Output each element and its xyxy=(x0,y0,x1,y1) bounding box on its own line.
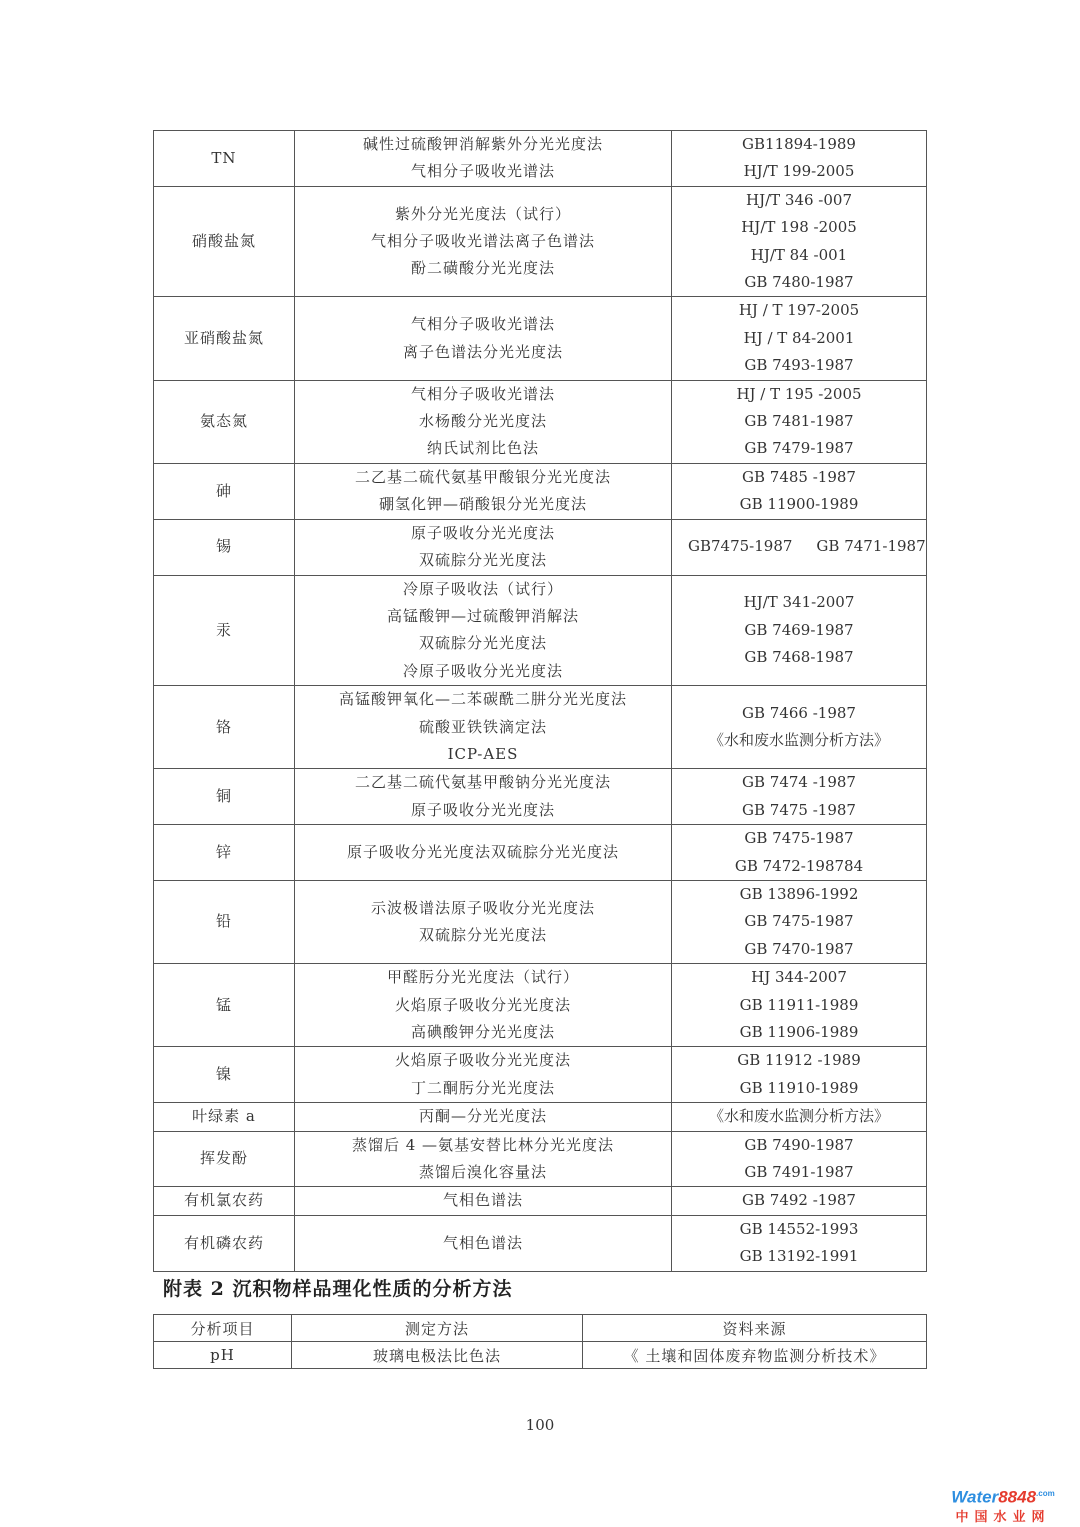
standard-code: GB 7475-1987 xyxy=(744,829,854,848)
cell-item: 铬 xyxy=(154,686,295,769)
table-row xyxy=(154,1187,927,1215)
cell-item: 叶绿素 a xyxy=(154,1103,295,1131)
cell-method xyxy=(295,825,672,881)
method-line: 纳氏试剂比色法 xyxy=(426,439,539,458)
cell-item: 挥发酚 xyxy=(154,1131,295,1187)
method-line: 示波极谱法原子吸收分光光度法 xyxy=(370,898,595,917)
cell-item: 铅 xyxy=(154,880,295,963)
cell-method xyxy=(295,575,672,686)
cell-standard xyxy=(672,297,927,380)
method-line: 二乙基二硫代氨基甲酸银分光光度法 xyxy=(354,467,611,486)
method-line: 高碘酸钾分光光度法 xyxy=(410,1023,555,1041)
cell-item: 镍 xyxy=(154,1047,295,1103)
header-method: 测定方法 xyxy=(292,1315,583,1342)
method-line: 原子吸收分光光度法 xyxy=(410,800,555,819)
cell-item: TN xyxy=(154,131,295,187)
cell-method xyxy=(295,769,672,825)
method-line: 蒸馏后溴化容量法 xyxy=(418,1163,547,1182)
standard-code: GB 7485 -1987 xyxy=(742,467,856,486)
cell-method xyxy=(295,686,672,769)
standard-code: GB 7480-1987 xyxy=(744,273,854,292)
table-header-row xyxy=(154,1315,927,1342)
table-row xyxy=(154,1047,927,1103)
method-line: 火焰原子吸收分光光度法 xyxy=(394,1051,571,1070)
cell-standard xyxy=(672,1187,927,1215)
standard-code: GB 7491-1987 xyxy=(744,1163,854,1182)
table-row xyxy=(154,463,927,519)
standard-code: HJ / T 195 -2005 xyxy=(736,384,862,403)
standard-code: GB 11906-1989 xyxy=(739,1023,859,1041)
watermark-logo-com: .com xyxy=(1036,1489,1055,1498)
method-line: 高锰酸钾—过硫酸钾消解法 xyxy=(386,606,579,625)
cell-method xyxy=(295,1103,672,1131)
cell-method xyxy=(295,380,672,463)
standard-code: GB 7475-1987 xyxy=(744,912,854,931)
standard-code: 《水和废水监测分析方法》 xyxy=(708,731,889,750)
table-row xyxy=(154,880,927,963)
method-line: 气相分子吸收光谱法 xyxy=(410,384,555,403)
cell-item: 氨态氮 xyxy=(154,380,295,463)
standard-code: HJ 344-2007 xyxy=(751,968,847,987)
standard-code: GB 7472-198784 xyxy=(734,856,864,875)
header-source: 资料来源 xyxy=(583,1315,927,1342)
table-caption: 附表 2 沉积物样品理化性质的分析方法 xyxy=(163,1278,513,1300)
standard-code: GB 7481-1987 xyxy=(744,412,854,431)
method-line: 硼氢化钾—硝酸银分光光度法 xyxy=(378,495,587,514)
standard-code: HJ/T 346 -007 xyxy=(745,190,853,209)
cell-method xyxy=(295,186,672,297)
method-line: 冷原子吸收分光光度法 xyxy=(402,661,563,680)
standard-code: GB 13192-1991 xyxy=(739,1247,859,1266)
method-line: 甲醛肟分光光度法（试行） xyxy=(386,968,579,987)
cell-standard xyxy=(672,686,927,769)
method-line: 水杨酸分光光度法 xyxy=(418,412,547,431)
method-line: 冷原子吸收法（试行） xyxy=(402,579,563,598)
cell-standard xyxy=(672,964,927,1047)
watermark-logo-accent: 8848 xyxy=(998,1487,1037,1507)
standard-code: GB 11910-1989 xyxy=(739,1078,859,1097)
cell-standard xyxy=(672,519,927,575)
standard-code: GB 7470-1987 xyxy=(744,939,854,958)
cell-source: 《 土壤和固体废弃物监测分析技术》 xyxy=(583,1342,927,1369)
method-line: 二乙基二硫代氨基甲酸钠分光光度法 xyxy=(354,773,611,792)
standard-code: GB 11912 -1989 xyxy=(737,1051,861,1070)
method-line: 火焰原子吸收分光光度法 xyxy=(394,995,571,1014)
method-line: 紫外分光光度法（试行） xyxy=(394,204,571,223)
cell-standard xyxy=(672,575,927,686)
standard-code: GB 11900-1989 xyxy=(739,495,859,514)
table-row xyxy=(154,769,927,825)
method-line: 气相分子吸收光谱法 xyxy=(410,162,555,181)
cell-item: pH xyxy=(154,1342,292,1369)
standard-code: GB11894-1989 xyxy=(742,135,856,153)
method-line: 双硫腙分光光度法 xyxy=(418,926,547,945)
standard-code: GB 7468-1987 xyxy=(744,648,854,667)
standard-code: GB7475-1987 xyxy=(688,537,793,556)
table-row xyxy=(154,186,927,297)
standard-code: HJ / T 84-2001 xyxy=(743,328,855,347)
page-number: 100 xyxy=(525,1416,555,1434)
cell-method xyxy=(295,880,672,963)
standard-code: GB 7490-1987 xyxy=(744,1135,854,1154)
standard-code: HJ/T 84 -001 xyxy=(750,245,848,264)
cell-item: 有机氯农药 xyxy=(154,1187,295,1215)
standard-code: HJ/T 341-2007 xyxy=(743,593,855,612)
method-line: 丁二酮肟分光光度法 xyxy=(410,1078,555,1097)
watermark-logo-text xyxy=(944,1484,1062,1508)
cell-standard xyxy=(672,1047,927,1103)
cell-standard xyxy=(672,1103,927,1131)
standard-code: GB 7475 -1987 xyxy=(742,800,856,819)
table-row xyxy=(154,297,927,380)
cell-item: 锡 xyxy=(154,519,295,575)
cell-standard xyxy=(672,1131,927,1187)
method-line: 气相分子吸收光谱法 xyxy=(410,315,555,334)
methods-table xyxy=(153,130,927,1272)
cell-method xyxy=(295,131,672,187)
table-row xyxy=(154,1342,927,1369)
table-row xyxy=(154,1131,927,1187)
cell-item: 砷 xyxy=(154,463,295,519)
standard-code: 《水和废水监测分析方法》 xyxy=(708,1107,889,1126)
standard-code: GB 7471-1987 xyxy=(816,537,926,556)
standard-code: GB 14552-1993 xyxy=(739,1219,859,1238)
cell-standard xyxy=(672,463,927,519)
header-item: 分析项目 xyxy=(154,1315,292,1342)
table-row xyxy=(154,380,927,463)
standard-code: HJ/T 199-2005 xyxy=(743,162,855,181)
standard-code: GB 7474 -1987 xyxy=(742,773,856,792)
cell-method xyxy=(295,519,672,575)
cell-method xyxy=(295,297,672,380)
method-line: 碱性过硫酸钾消解紫外分光光度法 xyxy=(362,135,603,153)
method-line: 酚二磺酸分光光度法 xyxy=(410,259,555,278)
table-row xyxy=(154,686,927,769)
methods-table-body xyxy=(154,131,927,1272)
cell-item: 有机磷农药 xyxy=(154,1215,295,1271)
cell-standard xyxy=(672,131,927,187)
cell-item: 硝酸盐氮 xyxy=(154,186,295,297)
method-line: 离子色谱法分光光度法 xyxy=(402,342,563,361)
method-line: 原子吸收分光光度法双硫腙分光光度法 xyxy=(346,842,619,861)
standard-code: GB 7469-1987 xyxy=(744,620,854,639)
cell-item: 锌 xyxy=(154,825,295,881)
table-row xyxy=(154,964,927,1047)
cell-standard xyxy=(672,769,927,825)
cell-method xyxy=(295,1187,672,1215)
method-line: 原子吸收分光光度法 xyxy=(410,523,555,542)
table-row xyxy=(154,825,927,881)
method-line: 气相色谱法 xyxy=(442,1233,523,1252)
cell-method xyxy=(295,964,672,1047)
method-line: ICP-AES xyxy=(447,744,519,763)
method-line: 高锰酸钾氧化—二苯碳酰二肼分光光度法 xyxy=(338,690,627,709)
cell-item: 汞 xyxy=(154,575,295,686)
table-row xyxy=(154,1103,927,1131)
standard-code: GB 7466 -1987 xyxy=(742,703,856,722)
method-line: 气相色谱法 xyxy=(442,1191,523,1210)
standard-code: HJ / T 197-2005 xyxy=(738,301,860,320)
cell-method xyxy=(295,1131,672,1187)
watermark-subtitle: 中国水业网 xyxy=(955,1508,1051,1524)
cell-method xyxy=(295,1047,672,1103)
table-row xyxy=(154,1215,927,1271)
method-line: 丙酮—分光光度法 xyxy=(418,1107,547,1126)
table-row xyxy=(154,519,927,575)
cell-standard xyxy=(672,880,927,963)
method-line: 气相分子吸收光谱法离子色谱法 xyxy=(370,231,595,250)
sediment-methods-table xyxy=(153,1314,927,1369)
cell-method xyxy=(295,463,672,519)
cell-standard xyxy=(672,1215,927,1271)
standard-code: HJ/T 198 -2005 xyxy=(741,218,857,237)
cell-method: 玻璃电极法比色法 xyxy=(292,1342,583,1369)
method-line: 双硫腙分光光度法 xyxy=(418,551,547,570)
cell-item: 亚硝酸盐氮 xyxy=(154,297,295,380)
standard-code: GB 7479-1987 xyxy=(744,439,854,458)
table-row xyxy=(154,131,927,187)
cell-standard xyxy=(672,380,927,463)
method-line: 双硫腙分光光度法 xyxy=(418,634,547,653)
standard-code: GB 7492 -1987 xyxy=(742,1191,856,1210)
standard-code: GB 7493-1987 xyxy=(744,356,854,375)
method-line: 蒸馏后 4 —氨基安替比林分光光度法 xyxy=(351,1135,615,1154)
cell-standard xyxy=(672,186,927,297)
table-row xyxy=(154,575,927,686)
cell-item: 铜 xyxy=(154,769,295,825)
cell-standard xyxy=(672,825,927,881)
standard-code: GB 11911-1989 xyxy=(739,995,859,1014)
watermark-logo xyxy=(944,1484,1062,1526)
watermark-logo-main: Water xyxy=(951,1487,999,1507)
method-line: 硫酸亚铁铁滴定法 xyxy=(418,717,547,736)
standard-code: GB 13896-1992 xyxy=(739,884,859,903)
cell-method xyxy=(295,1215,672,1271)
cell-item: 锰 xyxy=(154,964,295,1047)
